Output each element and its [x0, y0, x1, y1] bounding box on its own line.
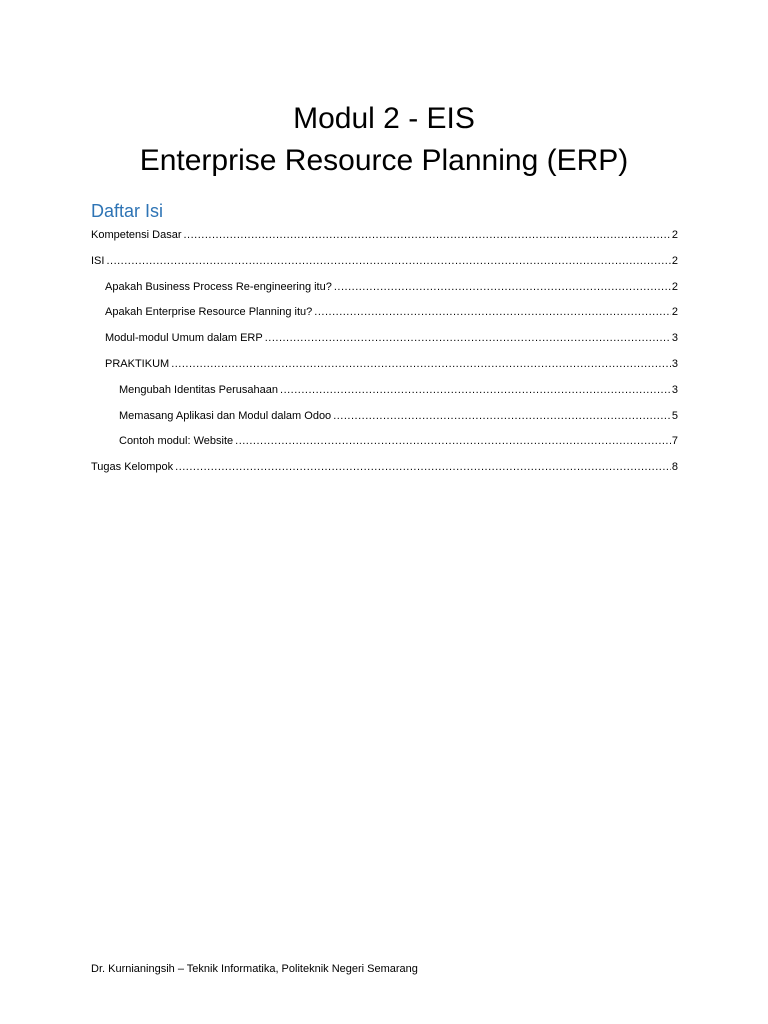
table-of-contents: [91, 226, 678, 484]
toc-entry-page-number: 5: [671, 409, 678, 422]
toc-entry-page-number: 2: [671, 306, 678, 319]
toc-entry-label: Apakah Enterprise Resource Planning itu?: [105, 306, 313, 319]
toc-dot-leader: [333, 409, 671, 423]
toc-entry-label: Apakah Business Process Re-engineering itu?: [105, 280, 332, 293]
toc-entry-label: Kompetensi Dasar: [91, 229, 182, 241]
toc-dot-leader: [265, 331, 671, 345]
toc-entry-memasang-aplikasi[interactable]: [91, 407, 678, 433]
toc-entry-label: Mengubah Identitas Perusahaan: [119, 383, 279, 396]
toc-entry-mengubah-identitas[interactable]: [91, 381, 678, 407]
toc-dot-leader: [334, 280, 671, 294]
toc-entry-page-number: 7: [671, 435, 678, 448]
toc-entry-label: PRAKTIKUM: [105, 357, 170, 370]
toc-entry-page-number: 3: [671, 383, 678, 396]
toc-dot-leader: [235, 434, 671, 448]
toc-entry-page-number: 8: [671, 461, 678, 474]
toc-dot-leader: [314, 305, 671, 319]
toc-entry-label: Modul-modul Umum dalam ERP: [105, 332, 263, 345]
toc-heading: Daftar Isi: [91, 201, 164, 221]
document-title-line-2: Enterprise Resource Planning (ERP): [139, 144, 629, 177]
toc-entry-label: Contoh modul: Website: [119, 435, 234, 448]
toc-entry-business-process-reengineering[interactable]: [91, 278, 678, 304]
toc-entry-page-number: 2: [671, 254, 678, 267]
toc-entry-enterprise-resource-planning[interactable]: [91, 303, 678, 329]
toc-entry-page-number: 2: [671, 229, 678, 241]
toc-entry-label: Memasang Aplikasi dan Modul dalam Odoo: [119, 409, 332, 422]
toc-entry-label: ISI: [91, 254, 105, 267]
toc-entry-kompetensi-dasar[interactable]: [91, 226, 678, 252]
toc-entry-page-number: 3: [671, 357, 678, 370]
toc-entry-page-number: 2: [671, 280, 678, 293]
page-footer: Dr. Kurnianingsih – Teknik Informatika, Politeknik Negeri Semarang: [91, 963, 418, 975]
toc-dot-leader: [280, 383, 671, 397]
toc-dot-leader: [184, 228, 671, 242]
toc-dot-leader: [171, 357, 671, 371]
toc-entry-label: Tugas Kelompok: [91, 461, 174, 474]
toc-entry-page-number: 3: [671, 332, 678, 345]
toc-entry-contoh-modul-website[interactable]: [91, 432, 678, 458]
document-title-line-1: Modul 2 - EIS: [293, 102, 475, 135]
toc-dot-leader: [175, 460, 671, 474]
toc-entry-praktikum[interactable]: [91, 355, 678, 381]
toc-entry-tugas-kelompok[interactable]: [91, 458, 678, 484]
toc-entry-modul-umum-erp[interactable]: [91, 329, 678, 355]
toc-entry-isi[interactable]: [91, 252, 678, 278]
toc-dot-leader: [106, 254, 670, 268]
